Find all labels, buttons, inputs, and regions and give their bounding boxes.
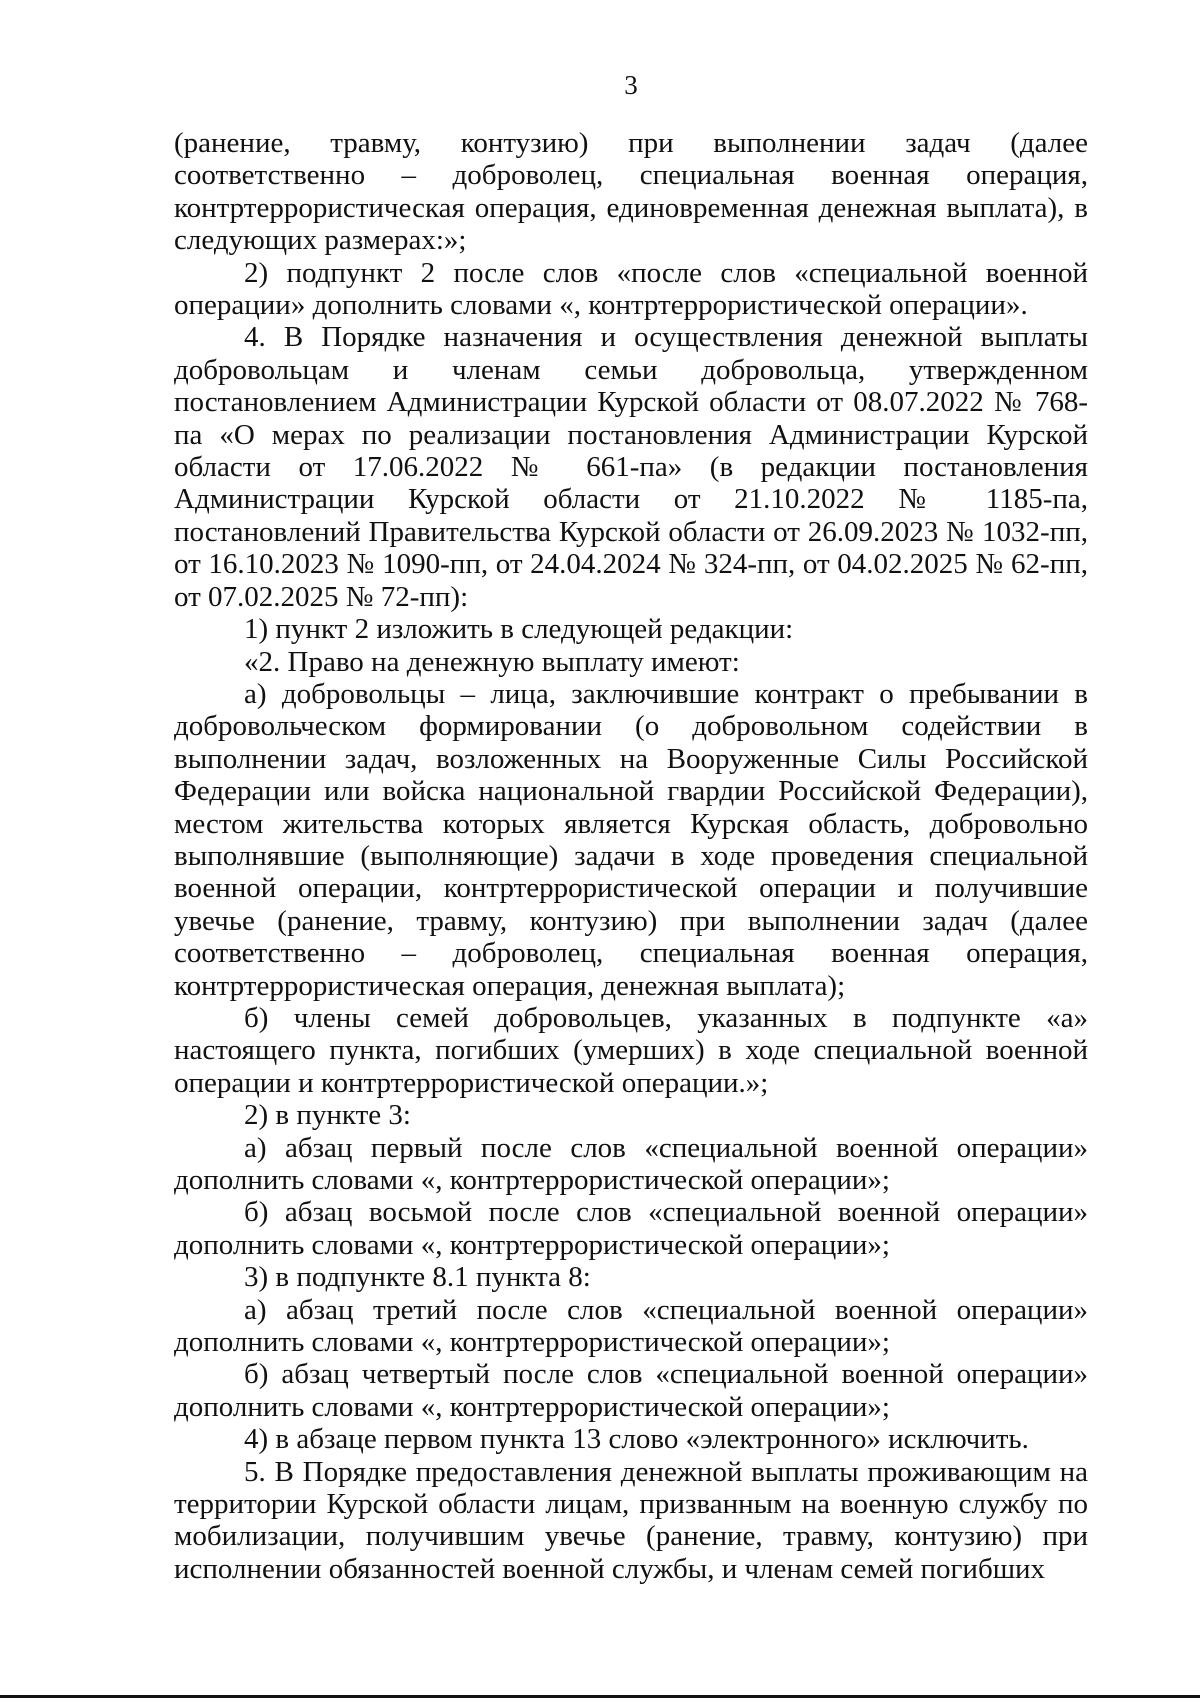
paragraph-subitem-b-family: б) члены семей добровольцев, указанных в подпункте «а» настоящего пункта, погибших (умерших) в ходе специальной военной операции и контртеррористической операции.»; — [174, 1001, 1088, 1099]
scan-bottom-edge — [0, 1695, 1200, 1698]
paragraph-item-1-point-2: 1) пункт 2 изложить в следующей редакции: — [244, 613, 794, 646]
paragraph-point-3-b: б) абзац восьмой после слов «специальной военной операции» дополнить словами «, контртеррористической операции»; — [174, 1196, 1088, 1261]
page-number: 3 — [624, 70, 638, 100]
paragraph-item-2-subpoint: 2) подпункт 2 после слов «после слов «специальной военной операции» дополнить словами «, контртеррористической операции». — [174, 256, 1088, 322]
paragraph-subpoint-8-1-a: а) абзац третий после слов «специальной военной операции» дополнить словами «, контртеррористической операции»; — [174, 1293, 1088, 1359]
paragraph-subitem-a-volunteers: а) добровольцы – лица, заключившие контракт о пребывании в добровольческом формировании (о добровольном содействии в выполнении задач, возложенных на Вооруженные Силы Российской Федерации или войска национальной гвардии Российской Федерации), местом жительства которых является Курская область, добровольно выполнявшие (выполняющие) задачи в ходе проведения специальной военной операции, контртеррористической операции и получившие увечье (ранение, травму, контузию) при выполнении задач (далее соответственно – доброволец, специальная военная операция, контртеррористическая операция, денежная выплата); — [174, 677, 1088, 1002]
paragraph-subpoint-8-1-b: б) абзац четвертый после слов «специальной военной операции» дополнить словами «, контртеррористической операции»; — [174, 1358, 1088, 1423]
paragraph-continuation: (ранение, травму, контузию) при выполнении задач (далее соответственно – доброволец, специальная военная операция, контртеррористическая операция, единовременная денежная выплата), в следующих размерах:»; — [174, 127, 1088, 257]
paragraph-quote-point-2: «2. Право на денежную выплату имеют: — [244, 645, 740, 678]
paragraph-item-2-point-3: 2) в пункте 3: — [244, 1099, 411, 1132]
paragraph-item-4-point-13: 4) в абзаце первом пункта 13 слово «электронного» исключить. — [244, 1423, 1029, 1456]
paragraph-section-5: 5. В Порядке предоставления денежной выплаты проживающим на территории Курской области лицам, призванным на военную службу по мобилизации, получившим увечье (ранение, травму, контузию) при исполнении обязанностей военной службы, и членам семей погибших — [174, 1455, 1088, 1585]
paragraph-item-3-subpoint-8-1: 3) в подпункте 8.1 пункта 8: — [244, 1261, 591, 1294]
paragraph-point-3-a: а) абзац первый после слов «специальной военной операции» дополнить словами «, контртеррористической операции»; — [174, 1131, 1088, 1196]
document-body — [174, 127, 1088, 1585]
paragraph-section-4: 4. В Порядке назначения и осуществления денежной выплаты добровольцам и членам семьи добровольца, утвержденном постановлением Администрации Курской области от 08.07.2022 № 768-па «О мерах по реализации постановления Администрации Курской области от 17.06.2022 № 661-па» (в редакции постановления Администрации Курской области от 21.10.2022 № 1185-па, постановлений Правительства Курской области от 26.09.2023 № 1032-пп, от 16.10.2023 № 1090-пп, от 24.04.2024 № 324-пп, от 04.02.2025 № 62-пп, от 07.02.2025 № 72-пп): — [174, 321, 1088, 613]
